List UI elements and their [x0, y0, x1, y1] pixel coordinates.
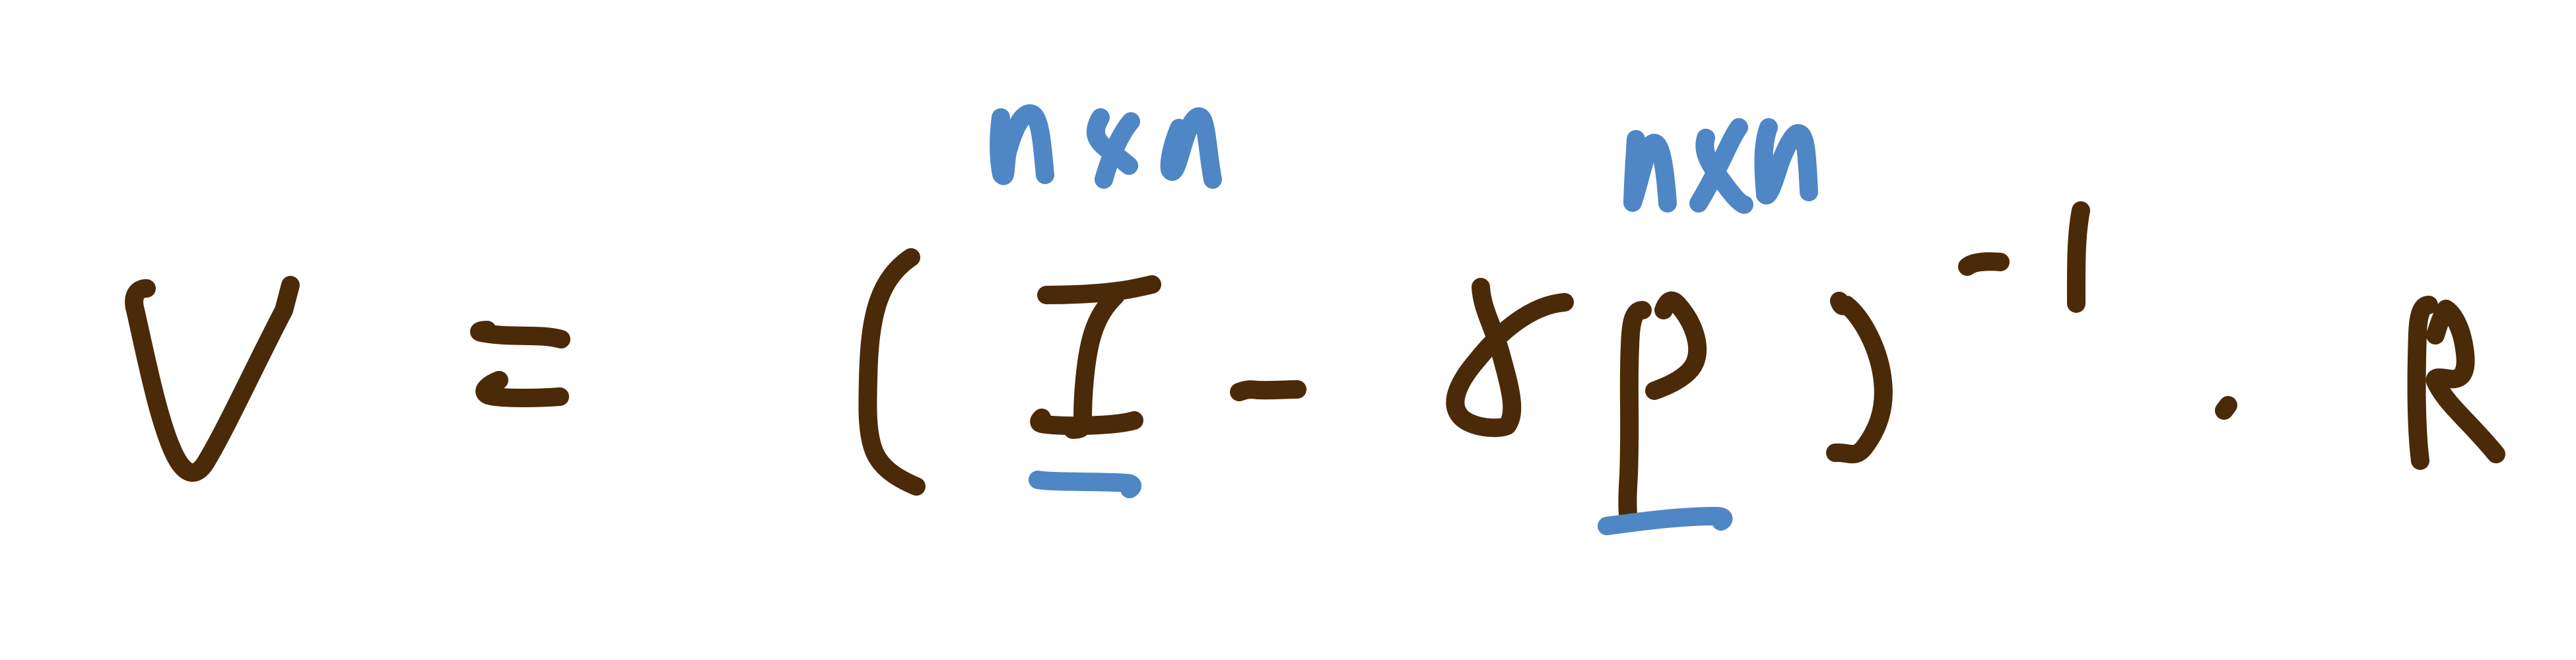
identity-dimension-annotation: [999, 114, 1213, 180]
open-parenthesis: [867, 257, 916, 486]
inverse-exponent: [1967, 211, 2081, 304]
matrix-dimension-annotation: [1633, 127, 1809, 205]
matrix-letter-p: [1607, 301, 1724, 526]
equals-sign: [479, 330, 561, 398]
v-symbol: [134, 285, 290, 473]
identity-letter: [1038, 284, 1152, 489]
minus-sign: [1239, 389, 1297, 392]
gamma-symbol: [1455, 287, 1565, 428]
multiply-dot: [2224, 405, 2228, 411]
reward-letter: [2417, 305, 2496, 461]
close-parenthesis: [1835, 301, 1883, 454]
